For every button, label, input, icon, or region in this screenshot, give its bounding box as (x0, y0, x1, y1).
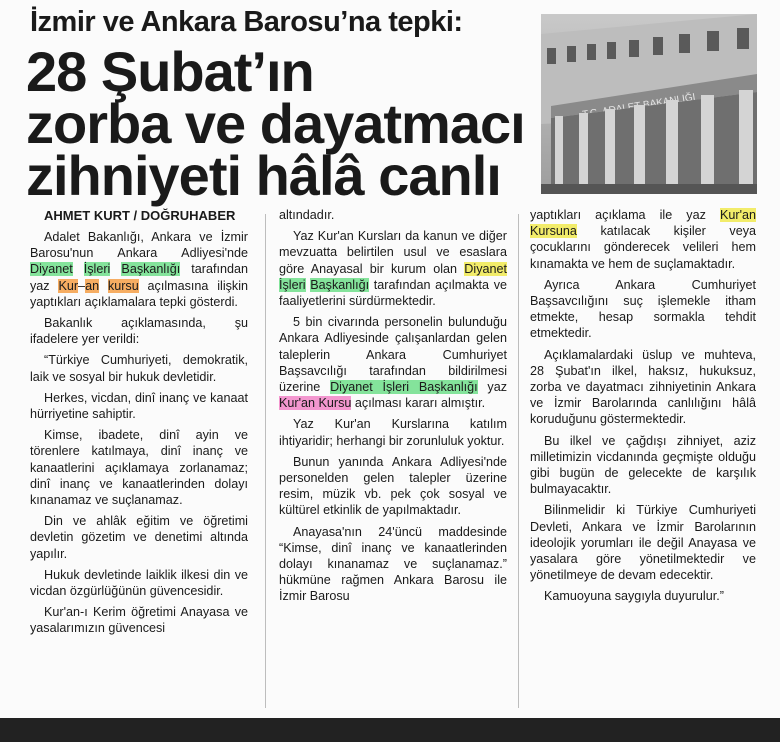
highlight-yellow: Kur'an Kursuna (530, 208, 756, 239)
article-column-1 (30, 229, 248, 642)
headline-line-3: zihniyeti hâlâ canlı (26, 144, 501, 207)
paragraph: yaptıkları açıklama ile yaz Kur'an Kursuna katılacak kişiler veya çocuklarını gönderecek velileri hem kınamakta ve hem de suçlamaktadır. (530, 208, 756, 271)
paragraph: Açıklamalardaki üslup ve muhteva, 28 Şubat'ın ilkel, haksız, hukuksuz, zorba ve dayatmacı zihniyetinin Ankara ve İzmir Barolarında canlılığını hâlâ koruduğunu göstermektedir. (530, 347, 756, 427)
highlight-green: Başkanlığı (310, 277, 370, 292)
paragraph: Hukuk devletinde laiklik ilkesi din ve vicdan özgürlüğünün güvencesidir. (30, 567, 248, 599)
highlight-orange: Kur (58, 278, 79, 293)
highlight-green: İşleri (83, 262, 111, 277)
paragraph: Anayasa'nın 24'üncü maddesinde “Kimse, dinî inanç ve kanaatlerinden dolayı kınanamaz ve suçlanamaz.” hükmüne rağmen Ankara Barosu ile İzmir Barosu (279, 524, 507, 604)
paragraph: Bilinmelidir ki Türkiye Cumhuriyeti Devleti, Ankara ve İzmir Barolarının ideolojik yorumları ile değil Anayasa ve yasalara göre yönetilmektedir ve yönetilmeye de devam edecektir. (530, 503, 756, 583)
paragraph: Yaz Kur'an Kursları da kanun ve diğer mevzuatta belirtilen usul ve esaslara göre Anayasal bir kurum olan Diyanet İşleri Başkanlığı tarafından açılmakta ve faaliyetlerini sürdürmektedir. (279, 229, 507, 309)
paragraph: Herkes, vicdan, dinî inanç ve kanaat hürriyetine sahiptir. (30, 390, 248, 422)
paragraph: Bakanlık açıklamasında, şu ifadelere yer verildi: (30, 316, 248, 347)
paragraph: Bunun yanında Ankara Adliyesi'nde personelden gelen talepler üzerine resim, müzik vb. pek çok sosyal ve kültürel etkinlik de yapılmaktadır. (279, 454, 507, 518)
highlight-green: Diyanet İşleri Başkanlığı (330, 380, 478, 395)
highlight-orange: kursu (107, 278, 139, 293)
highlight-green: Başkanlığı (121, 262, 181, 277)
headline-line-1: 28 Şubat’ın (26, 40, 314, 103)
article-column-2 (279, 207, 507, 610)
paragraph: Bu ilkel ve çağdışı zihniyet, aziz milletimizin vicdanında geçmişte olduğu gibi bugün de gelecekte de karşılık bulmayacaktır. (530, 433, 756, 497)
highlight-yellow: Diyanet (464, 261, 507, 276)
highlight-pink: Kur'an Kursu (279, 396, 352, 411)
paragraph: altındadır. (279, 208, 335, 222)
paragraph: Din ve ahlâk eğitim ve öğretimi devletin gözetim ve denetimi altında yapılır. (30, 514, 248, 561)
kicker-headline: İzmir ve Ankara Barosu’na tepki: (30, 6, 463, 38)
paragraph: Adalet Bakanlığı, Ankara ve İzmir Barosu'nun Ankara Adliyesi'nde Diyanet İşleri Başkanlığı tarafından yaz Kur–an kursu açılmasına ilişkin yaptıkları açıklamalara tepki gösterdi. (30, 230, 249, 309)
highlight-green: Diyanet (30, 262, 73, 277)
main-headline (26, 40, 525, 207)
building-illustration (541, 14, 757, 194)
paragraph: Ayrıca Ankara Cumhuriyet Başsavcılığını suç işlemekle itham etmekte, hesap sormakla tehdit etmektedir. (530, 277, 756, 341)
column-divider (265, 214, 266, 708)
paragraph: “Türkiye Cumhuriyeti, demokratik, laik ve sosyal bir hukuk devletidir. (30, 353, 248, 384)
highlight-orange: an (85, 278, 100, 293)
paragraph: Kimse, ibadete, dinî ayin ve törenlere katılmaya, dinî inanç ve kanaatlerini açıklamaya zorlanamaz; dinî inanç ve kanaatlerinden dolayı kınanamaz ve suçlanamaz. (30, 428, 248, 508)
article-column-3 (530, 207, 756, 610)
paragraph: 5 bin civarında personelin bulunduğu Ankara Adliyesinde çalışanlardan gelen taleplerin Ankara Cumhuriyet Başsavcılığı tarafından bildirilmesi üzerine Diyanet İşleri Başkanlığı yaz Kur'an Kursu açılması kararı almıştır. (279, 315, 508, 411)
paragraph: Kamuoyuna saygıyla duyurulur.” (544, 589, 724, 604)
bottom-border (0, 718, 780, 742)
byline: AHMET KURT / DOĞRUHABER (44, 208, 236, 223)
headline-line-2: zorba ve dayatmacı (26, 92, 525, 155)
paragraph: Kur'an-ı Kerim öğretimi Anayasa ve yasalarımızın güvencesi (30, 605, 248, 636)
paragraph: Yaz Kur'an Kurslarına katılım ihtiyaridir; herhangi bir zorunluluk yoktur. (279, 417, 507, 448)
highlight-green: İşleri (279, 277, 306, 292)
building-sign: ADALET (601, 100, 642, 118)
ministry-building-photo (541, 14, 757, 194)
column-divider (518, 214, 519, 708)
